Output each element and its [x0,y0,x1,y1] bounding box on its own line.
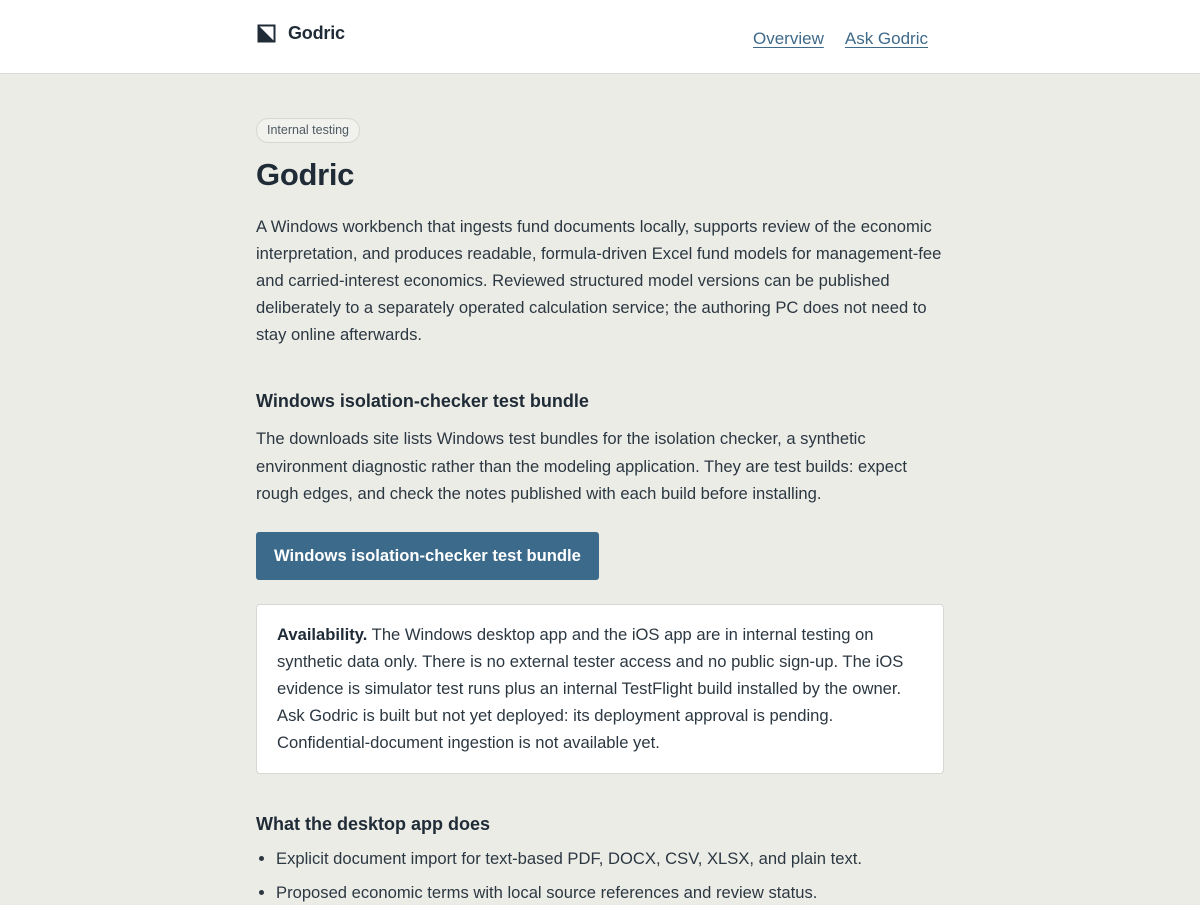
intro-paragraph: A Windows workbench that ingests fund documents locally, supports review of the economic interpretation, and produces readable, formula-driven Excel fund models for management-fee and carried-interest economics. Reviewed structured model versions can be published deliberately to a separately operated calculation service; the authoring PC does not need to stay online afterwards. [256,217,942,344]
main-nav [753,29,928,49]
status-badge: Internal testing [256,118,360,143]
brand-name: Godric [288,22,345,43]
downloads-heading: Windows isolation-checker test bundle [256,391,589,411]
download-test-bundle-button[interactable]: Windows isolation-checker test bundle [256,532,599,580]
availability-text: The Windows desktop app and the iOS app are in internal testing on synthetic data only. There is no external tester access and no public sign-up. The iOS evidence is simulator test runs plus an internal TestFlight build installed by the owner. Ask Godric is built but not yet deployed: its deployment approval is pending. Confidential-document ingestion is not available yet. [277,624,904,752]
main-content [256,74,944,905]
nav-link-ask-godric[interactable]: Ask Godric [844,29,928,48]
list-item: • Explicit document import for text-based PDF, DOCX, CSV, XLSX, and plain text. [276,847,944,871]
list-item: • Proposed economic terms with local source references and review status. [276,881,944,905]
availability-label: Availability. [277,624,368,644]
page-title: Godric [256,157,355,192]
availability-notice [256,604,944,774]
site-header [0,0,1200,74]
desktop-features-list [256,847,944,905]
downloads-description: The downloads site lists Windows test bundles for the isolation checker, a synthetic environment diagnostic rather than the modeling application. They are test builds: expect rough edges, and check the notes published with each build before installing. [256,429,907,503]
desktop-features-heading: What the desktop app does [256,813,491,834]
brand-link[interactable] [256,22,345,44]
godric-logo-icon [256,22,278,44]
nav-link-overview[interactable]: Overview [753,29,824,48]
